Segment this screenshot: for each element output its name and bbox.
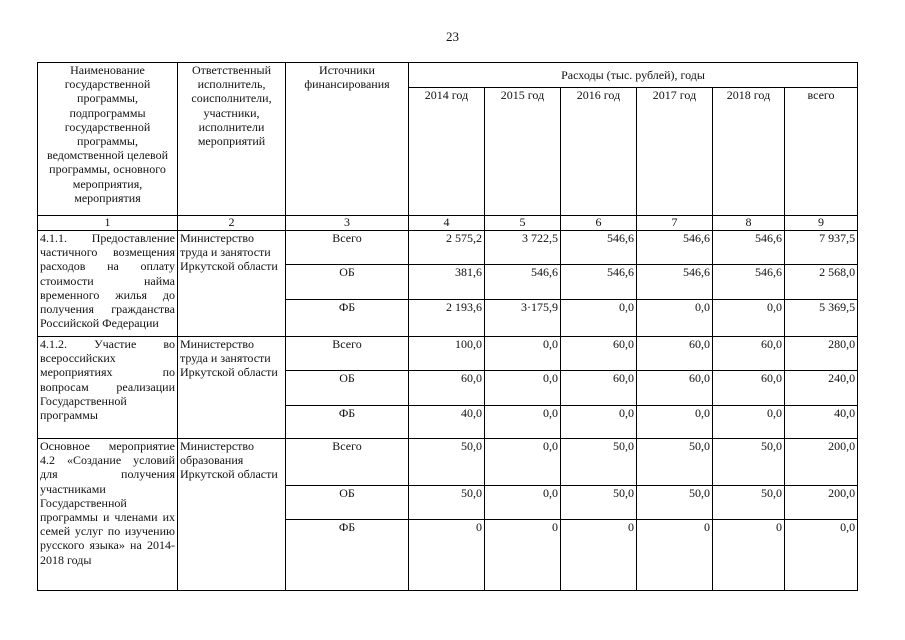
value-cell: 60,0	[637, 371, 713, 406]
value-cell: 60,0	[637, 337, 713, 371]
column-numbers-row	[38, 216, 858, 231]
header-year-2017: 2017 год	[637, 88, 713, 216]
value-cell: 546,6	[561, 265, 637, 300]
value-cell: 2 568,0	[785, 265, 858, 300]
value-cell: 50,0	[637, 439, 713, 486]
row-source: ФБ	[286, 406, 409, 439]
value-cell: 60,0	[561, 337, 637, 371]
row-executor: Министерство труда и занятости Иркутской области	[178, 337, 286, 439]
row-source: ФБ	[286, 300, 409, 337]
column-number: 2	[178, 216, 286, 231]
value-cell: 40,0	[409, 406, 485, 439]
column-number: 8	[713, 216, 785, 231]
value-cell: 200,0	[785, 486, 858, 520]
table-group	[38, 337, 858, 439]
column-number: 4	[409, 216, 485, 231]
value-cell: 60,0	[713, 337, 785, 371]
header-total: всего	[785, 88, 858, 216]
value-cell: 0	[409, 520, 485, 591]
header-year-2014: 2014 год	[409, 88, 485, 216]
row-source: ОБ	[286, 265, 409, 300]
value-cell: 50,0	[713, 486, 785, 520]
header-expenses: Расходы (тыс. рублей), годы	[409, 63, 858, 88]
value-cell: 0,0	[713, 406, 785, 439]
value-cell: 200,0	[785, 439, 858, 486]
value-cell: 50,0	[713, 439, 785, 486]
row-source: Всего	[286, 439, 409, 486]
value-cell: 7 937,5	[785, 231, 858, 265]
value-cell: 546,6	[713, 265, 785, 300]
row-source: Всего	[286, 337, 409, 371]
value-cell: 60,0	[409, 371, 485, 406]
value-cell: 0,0	[561, 300, 637, 337]
value-cell: 546,6	[637, 231, 713, 265]
header-year-2018: 2018 год	[713, 88, 785, 216]
header-sources: Источники финансирования	[286, 63, 409, 216]
value-cell: 0,0	[561, 406, 637, 439]
value-cell: 0,0	[637, 300, 713, 337]
row-executor: Министерство образования Иркутской области	[178, 439, 286, 591]
value-cell: 50,0	[409, 439, 485, 486]
value-cell: 0	[485, 520, 561, 591]
value-cell: 3·175,9	[485, 300, 561, 337]
value-cell: 0,0	[485, 337, 561, 371]
value-cell: 0,0	[637, 406, 713, 439]
value-cell: 0	[637, 520, 713, 591]
value-cell: 0,0	[485, 406, 561, 439]
column-number: 7	[637, 216, 713, 231]
value-cell: 60,0	[561, 371, 637, 406]
row-source: ФБ	[286, 520, 409, 591]
value-cell: 546,6	[561, 231, 637, 265]
value-cell: 5 369,5	[785, 300, 858, 337]
header-year-2015: 2015 год	[485, 88, 561, 216]
column-number: 1	[38, 216, 178, 231]
value-cell: 100,0	[409, 337, 485, 371]
value-cell: 0,0	[785, 520, 858, 591]
value-cell: 280,0	[785, 337, 858, 371]
row-name: 4.1.2. Участие во всероссийских мероприятиях по вопросам реализации Государственной программы	[38, 337, 178, 439]
header-executor: Ответственный исполнитель, соисполнители, участники, исполнители мероприятий	[178, 63, 286, 216]
table-row	[38, 231, 858, 265]
value-cell: 50,0	[561, 439, 637, 486]
value-cell: 50,0	[561, 486, 637, 520]
row-source: Всего	[286, 231, 409, 265]
column-number: 9	[785, 216, 858, 231]
value-cell: 546,6	[485, 265, 561, 300]
header-year-2016: 2016 год	[561, 88, 637, 216]
value-cell: 3 722,5	[485, 231, 561, 265]
value-cell: 546,6	[713, 231, 785, 265]
budget-table	[37, 62, 858, 591]
value-cell: 0,0	[485, 486, 561, 520]
row-source: ОБ	[286, 486, 409, 520]
value-cell: 0	[713, 520, 785, 591]
page-number: 23	[446, 29, 459, 44]
table-header	[38, 63, 858, 231]
value-cell: 2 575,2	[409, 231, 485, 265]
header-name: Наименование государственной программы, подпрограммы государственной программы, ведомственной целевой программы, основного мероприятия, мероприятия	[38, 63, 178, 216]
value-cell: 240,0	[785, 371, 858, 406]
column-number: 3	[286, 216, 409, 231]
row-executor: Министерство труда и занятости Иркутской области	[178, 231, 286, 337]
value-cell: 40,0	[785, 406, 858, 439]
value-cell: 50,0	[637, 486, 713, 520]
value-cell: 0,0	[485, 371, 561, 406]
value-cell: 0,0	[713, 300, 785, 337]
table-row	[38, 337, 858, 371]
value-cell: 546,6	[637, 265, 713, 300]
table-group	[38, 439, 858, 591]
value-cell: 50,0	[409, 486, 485, 520]
value-cell: 381,6	[409, 265, 485, 300]
value-cell: 2 193,6	[409, 300, 485, 337]
table-group	[38, 231, 858, 337]
row-name: Основное мероприятие 4.2 «Создание условий для получения участниками Государственной программы и членами их семей услуг по изучению русского языка» на 2014-2018 годы	[38, 439, 178, 591]
value-cell: 0,0	[485, 439, 561, 486]
column-number: 6	[561, 216, 637, 231]
column-number: 5	[485, 216, 561, 231]
value-cell: 60,0	[713, 371, 785, 406]
value-cell: 0	[561, 520, 637, 591]
row-source: ОБ	[286, 371, 409, 406]
row-name: 4.1.1. Предоставление частичного возмещения расходов на оплату стоимости найма временного жилья до получения гражданства Российской Федерации	[38, 231, 178, 337]
table-row	[38, 439, 858, 486]
